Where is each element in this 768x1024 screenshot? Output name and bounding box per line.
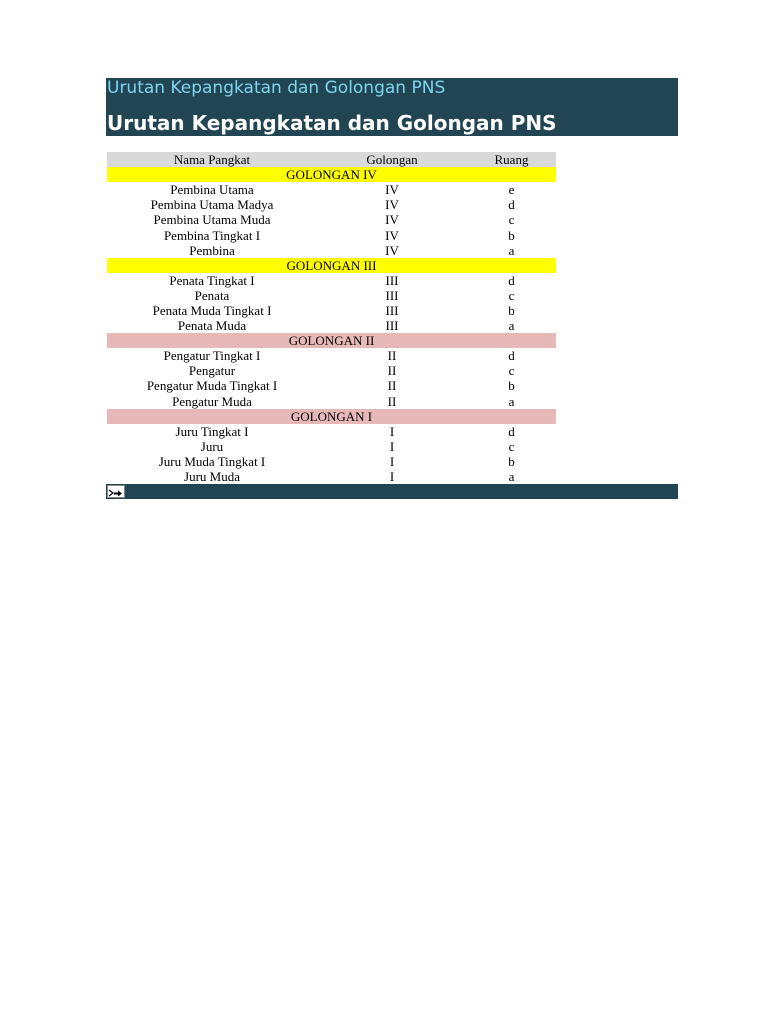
- ruang-cell: a: [508, 242, 515, 258]
- ruang-cell: b: [508, 378, 515, 394]
- table-row: [107, 273, 556, 288]
- golongan-cell: III: [385, 302, 399, 318]
- group-label: GOLONGAN II: [107, 333, 556, 348]
- rank-name-cell: Juru Muda Tingkat I: [158, 453, 266, 469]
- group-row: [107, 167, 556, 182]
- golongan-cell: III: [385, 287, 399, 303]
- group-label: GOLONGAN I: [107, 409, 556, 424]
- header-banner: [106, 78, 678, 136]
- sheet-nav-icon[interactable]: [107, 485, 125, 498]
- column-header-ruang: Ruang: [467, 152, 556, 167]
- rank-table-body: [107, 152, 556, 484]
- golongan-cell: II: [387, 363, 397, 379]
- ruang-cell: b: [508, 302, 515, 318]
- table-row: [107, 288, 556, 303]
- golongan-cell: IV: [385, 212, 399, 228]
- rank-name-cell: Penata: [194, 287, 230, 303]
- golongan-cell: I: [389, 423, 395, 439]
- golongan-cell: III: [385, 318, 399, 334]
- rank-name-cell: Pengatur: [188, 363, 236, 379]
- rank-name-cell: Pembina Utama Madya: [150, 197, 274, 213]
- sheet-title-small: Urutan Kepangkatan dan Golongan PNS: [107, 78, 446, 98]
- table-row: [107, 318, 556, 333]
- golongan-cell: IV: [385, 242, 399, 258]
- rank-name-cell: Pembina Utama Muda: [153, 212, 271, 228]
- table-row: [107, 303, 556, 318]
- table-row: [107, 182, 556, 197]
- ruang-cell: c: [508, 363, 515, 379]
- table-header-row: [107, 152, 556, 167]
- ruang-cell: c: [508, 212, 515, 228]
- table-row: [107, 227, 556, 242]
- table-row: [107, 363, 556, 378]
- rank-name-cell: Penata Muda: [177, 318, 247, 334]
- table-row: [107, 439, 556, 454]
- rank-name-cell: Penata Tingkat I: [169, 272, 255, 288]
- golongan-cell: IV: [385, 197, 399, 213]
- ruang-cell: d: [508, 423, 515, 439]
- golongan-cell: III: [385, 272, 399, 288]
- rank-name-cell: Juru Muda: [184, 469, 240, 485]
- ruang-cell: d: [508, 197, 515, 213]
- ruang-cell: b: [508, 453, 515, 469]
- ruang-cell: a: [508, 393, 515, 409]
- rank-name-cell: Pembina: [189, 242, 235, 258]
- rank-table: [107, 152, 556, 484]
- table-row: [107, 212, 556, 227]
- ruang-cell: e: [508, 182, 515, 198]
- group-row: [107, 333, 556, 348]
- rank-name-cell: Pembina Tingkat I: [163, 227, 261, 243]
- golongan-cell: IV: [385, 227, 399, 243]
- rank-name-cell: Pengatur Muda Tingkat I: [146, 378, 278, 394]
- table-row: [107, 454, 556, 469]
- group-row: [107, 409, 556, 424]
- ruang-cell: d: [508, 272, 515, 288]
- table-row: [107, 243, 556, 258]
- table-row: [107, 378, 556, 393]
- ruang-cell: a: [508, 318, 515, 334]
- table-row: [107, 469, 556, 484]
- table-row: [107, 424, 556, 439]
- table-row: [107, 348, 556, 363]
- golongan-cell: I: [389, 453, 395, 469]
- golongan-cell: IV: [385, 182, 399, 198]
- golongan-cell: II: [387, 348, 397, 364]
- table-row: [107, 394, 556, 409]
- group-label: GOLONGAN IV: [107, 167, 556, 182]
- table-row: [107, 197, 556, 212]
- rank-name-cell: Pengatur Tingkat I: [163, 348, 261, 364]
- column-header-golongan: Golongan: [317, 152, 467, 167]
- ruang-cell: b: [508, 227, 515, 243]
- footer-bar: [106, 484, 678, 499]
- group-row: [107, 258, 556, 273]
- group-label: GOLONGAN III: [107, 258, 556, 273]
- rank-name-cell: Juru Tingkat I: [175, 423, 249, 439]
- golongan-cell: I: [389, 438, 395, 454]
- rank-name-cell: Juru: [200, 438, 224, 454]
- golongan-cell: II: [387, 393, 397, 409]
- rank-name-cell: Pembina Utama: [170, 182, 254, 198]
- golongan-cell: I: [389, 469, 395, 485]
- column-header-nama-pangkat: Nama Pangkat: [107, 152, 317, 167]
- ruang-cell: d: [508, 348, 515, 364]
- rank-name-cell: Pengatur Muda: [172, 393, 252, 409]
- sheet-title-large: Urutan Kepangkatan dan Golongan PNS: [107, 111, 557, 135]
- ruang-cell: a: [508, 469, 515, 485]
- arrow-icon: [108, 488, 124, 499]
- rank-name-cell: Penata Muda Tingkat I: [152, 302, 272, 318]
- golongan-cell: II: [387, 378, 397, 394]
- ruang-cell: c: [508, 438, 515, 454]
- ruang-cell: c: [508, 287, 515, 303]
